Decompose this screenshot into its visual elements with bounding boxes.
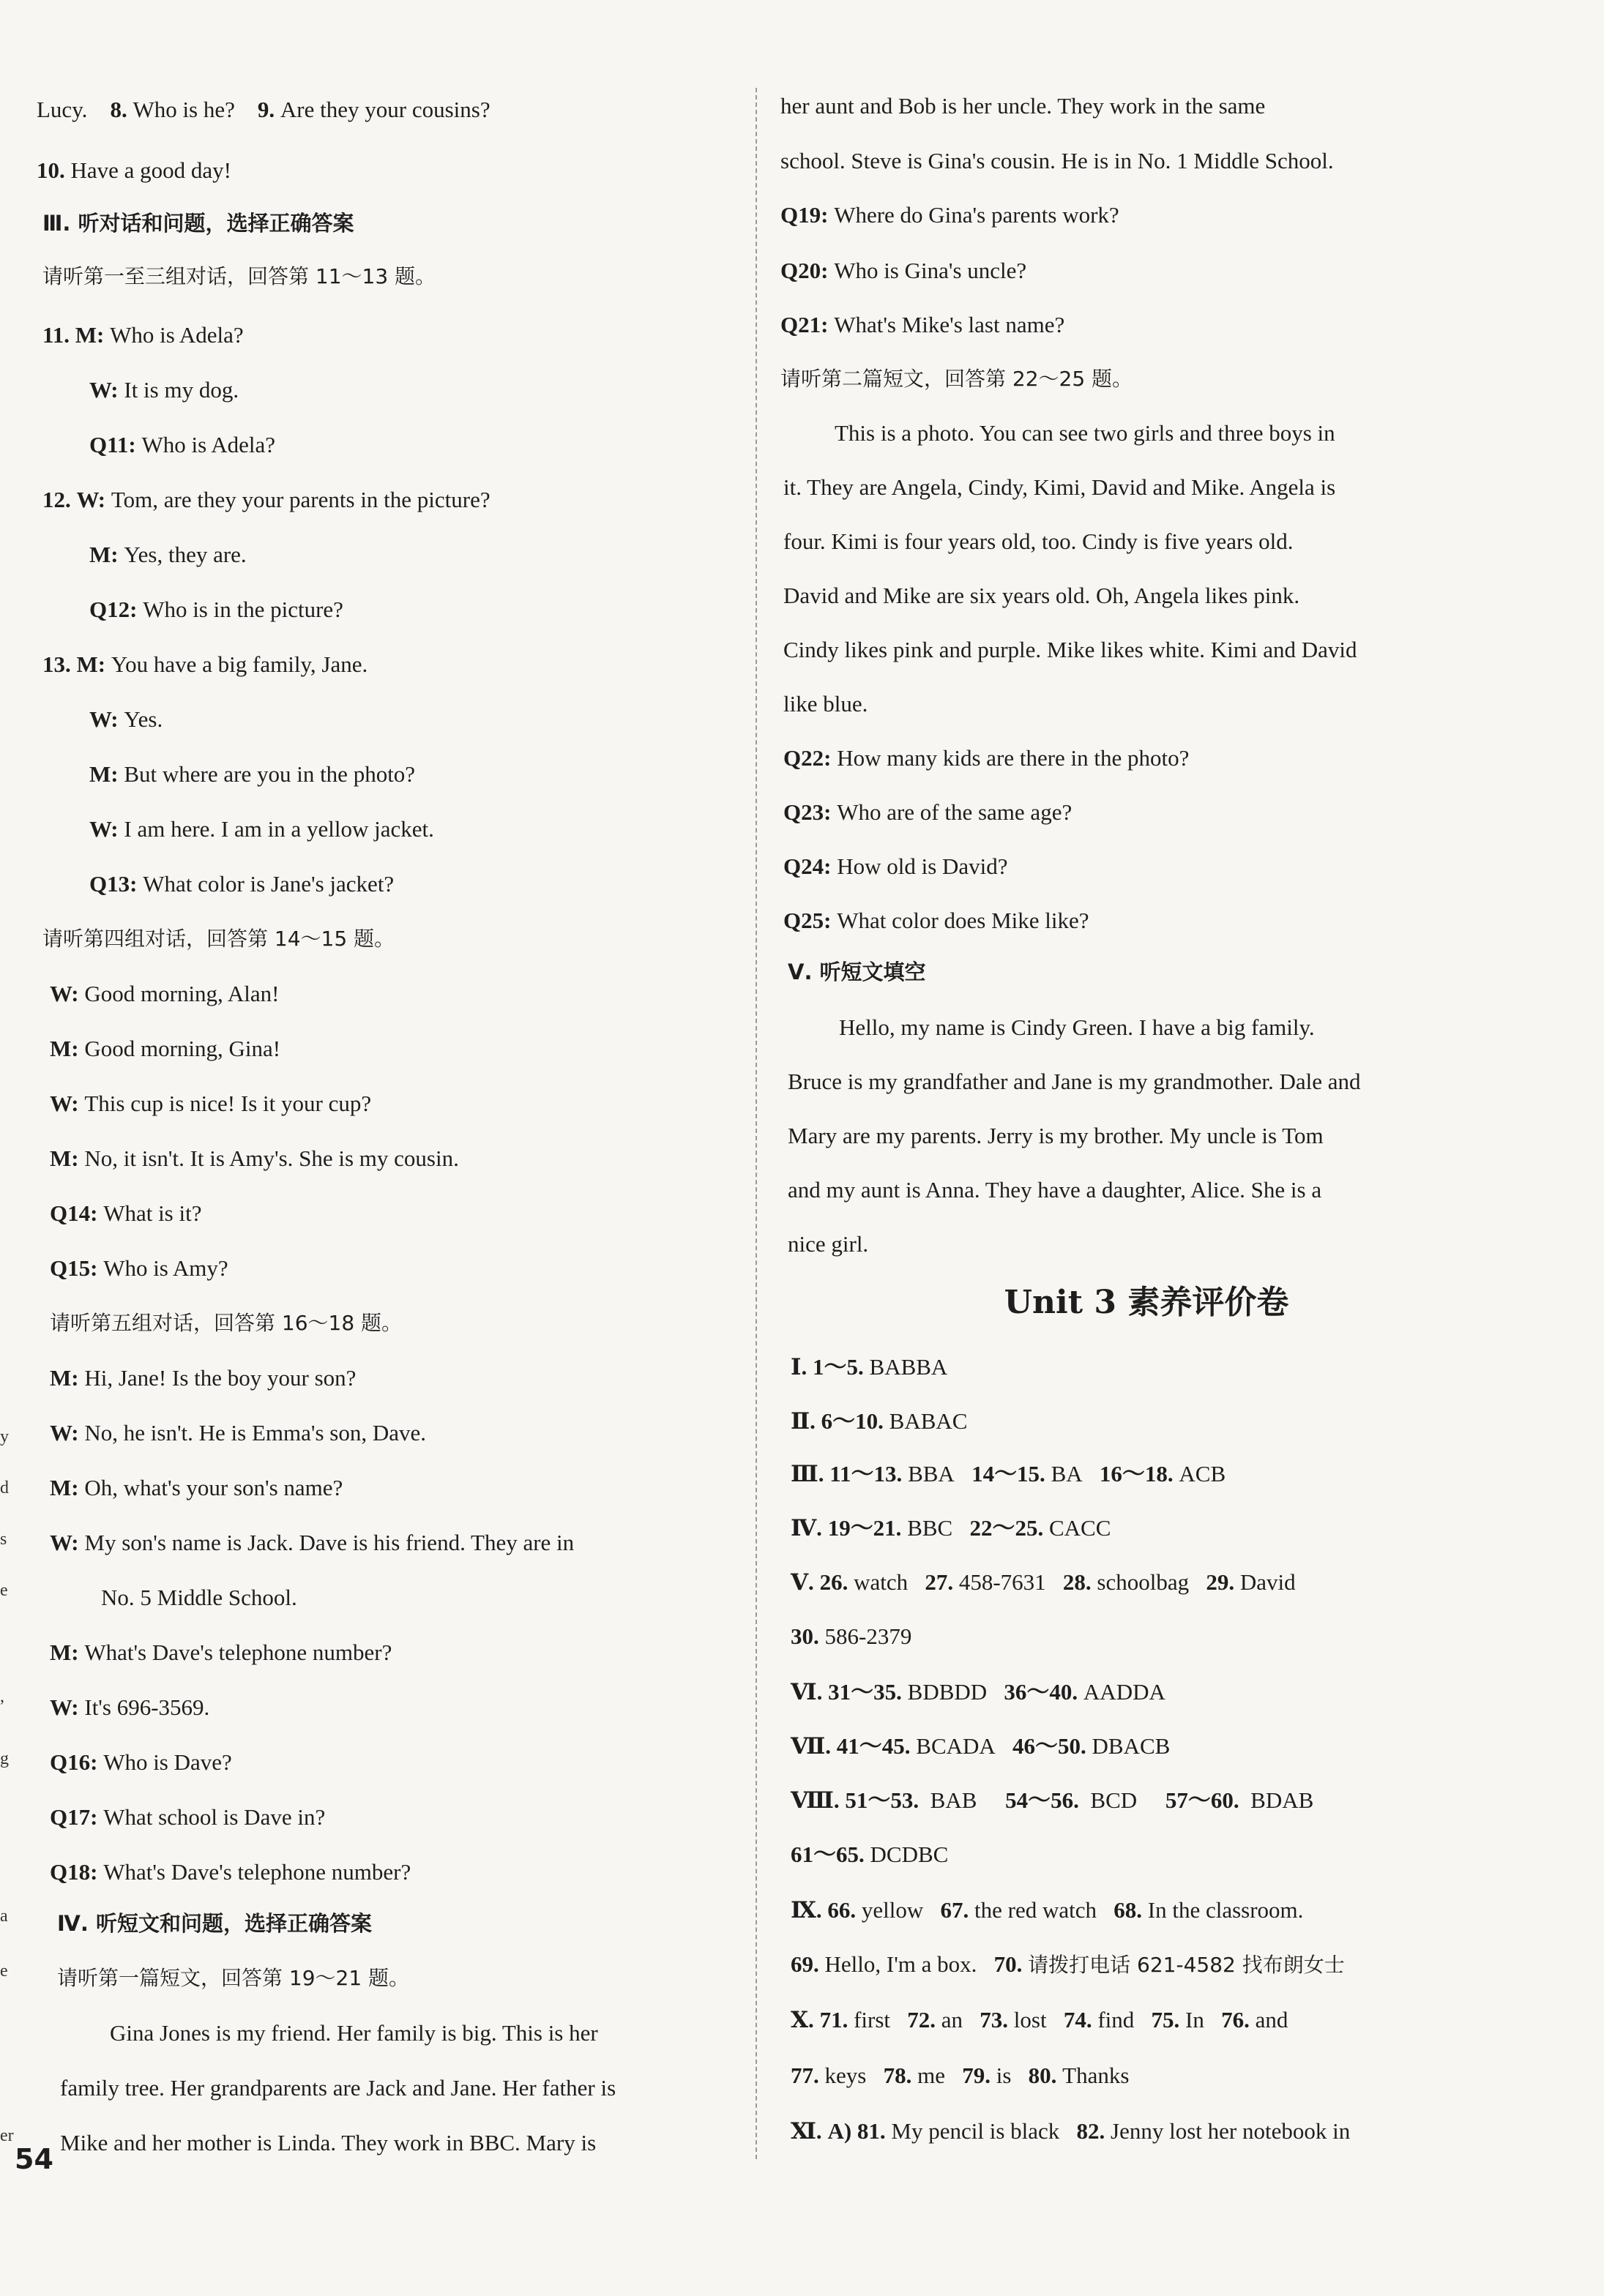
margin-fragment: d xyxy=(0,1478,9,1497)
instruction: 请听第四组对话，回答第 14～15 题。 xyxy=(42,927,395,951)
answer-key-line: 77. keys 78. me 79. is 80. Thanks xyxy=(791,2063,1130,2088)
question-line: Q23: Who are of the same age? xyxy=(783,799,1073,825)
dialogue-line: W: Yes. xyxy=(89,706,163,732)
section-heading: Ⅴ. 听短文填空 xyxy=(788,960,926,984)
answer-key-line: Ⅶ. 41～45. BCADA 46～50. DBACB xyxy=(791,1733,1171,1759)
margin-fragment: e xyxy=(0,1962,8,1981)
passage-line: Mary are my parents. Jerry is my brother. My uncle is Tom xyxy=(788,1123,1324,1148)
dialogue-line: W: No, he isn't. He is Emma's son, Dave. xyxy=(50,1420,427,1446)
question-line: Q12: Who is in the picture? xyxy=(89,597,343,622)
margin-fragment: y xyxy=(0,1427,9,1446)
dialogue-line: 13. M: You have a big family, Jane. xyxy=(42,651,368,677)
passage-line: Gina Jones is my friend. Her family is big. This is her xyxy=(110,2020,598,2046)
passage-line: Hello, my name is Cindy Green. I have a big family. xyxy=(839,1014,1315,1040)
margin-fragment: , xyxy=(0,1687,4,1706)
dialogue-line: 12. W: Tom, are they your parents in the picture? xyxy=(42,487,490,512)
question-line: Q14: What is it? xyxy=(50,1200,202,1226)
passage-line: This is a photo. You can see two girls and three boys in xyxy=(835,420,1335,446)
question-line: Q19: Where do Gina's parents work? xyxy=(780,202,1119,228)
instruction: 请听第五组对话，回答第 16～18 题。 xyxy=(50,1311,403,1335)
answer-line: Lucy. 8. Who is he? 9. Are they your cousins? xyxy=(37,97,490,122)
section-heading: Ⅳ. 听短文和问题，选择正确答案 xyxy=(57,1911,372,1936)
passage-line: nice girl. xyxy=(788,1231,869,1257)
question-line: Q22: How many kids are there in the photo? xyxy=(783,745,1190,771)
passage-line: it. They are Angela, Cindy, Kimi, David and Mike. Angela is xyxy=(783,474,1336,500)
answer-key-line: Ⅹ. 71. first 72. an 73. lost 74. find 75. In 76. and xyxy=(791,2007,1288,2033)
question-line: Q18: What's Dave's telephone number? xyxy=(50,1859,411,1885)
instruction: 请听第一至三组对话，回答第 11～13 题。 xyxy=(42,264,436,288)
passage-line: David and Mike are six years old. Oh, Angela likes pink. xyxy=(783,583,1300,608)
passage-line: and my aunt is Anna. They have a daughter, Alice. She is a xyxy=(788,1177,1322,1203)
passage-line: school. Steve is Gina's cousin. He is in No. 1 Middle School. xyxy=(780,148,1334,173)
answer-key-line: Ⅵ. 31～35. BDBDD 36～40. AADDA xyxy=(791,1679,1165,1705)
dialogue-line: W: I am here. I am in a yellow jacket. xyxy=(89,816,434,842)
answer-key-line: Ⅴ. 26. watch 27. 458-7631 28. schoolbag 29. David xyxy=(791,1569,1296,1595)
unit-title: Unit 3 素养评价卷 xyxy=(1004,1284,1289,1321)
dialogue-line: M: What's Dave's telephone number? xyxy=(50,1639,392,1665)
question-line: Q21: What's Mike's last name? xyxy=(780,312,1065,337)
dialogue-line: M: Good morning, Gina! xyxy=(50,1036,281,1061)
question-line: Q17: What school is Dave in? xyxy=(50,1804,326,1830)
dialogue-line: M: Oh, what's your son's name? xyxy=(50,1475,343,1500)
answer-key-line: 30. 586-2379 xyxy=(791,1623,912,1649)
answer-key-line: 61～65. DCDBC xyxy=(791,1841,949,1867)
question-line: Q20: Who is Gina's uncle? xyxy=(780,258,1027,283)
question-line: Q13: What color is Jane's jacket? xyxy=(89,871,395,897)
column-divider xyxy=(756,88,757,2159)
answer-key-line: Ⅰ. 1～5. BABBA xyxy=(791,1354,948,1380)
section-heading: Ⅲ. 听对话和问题，选择正确答案 xyxy=(42,211,354,236)
passage-line: four. Kimi is four years old, too. Cindy is five years old. xyxy=(783,528,1294,554)
answer-key-line: Ⅷ. 51～53. BAB 54～56. BCD 57～60. BDAB xyxy=(791,1787,1314,1813)
dialogue-line: W: My son's name is Jack. Dave is his friend. They are in xyxy=(50,1530,575,1555)
question-line: Q25: What color does Mike like? xyxy=(783,908,1089,933)
passage-line: family tree. Her grandparents are Jack and Jane. Her father is xyxy=(60,2075,616,2101)
margin-fragment: a xyxy=(0,1907,8,1926)
answer-key-line: Ⅳ. 19～21. BBC 22～25. CACC xyxy=(791,1515,1111,1541)
margin-fragment: e xyxy=(0,1581,8,1600)
answer-line: 10. Have a good day! xyxy=(37,157,231,183)
dialogue-line: M: No, it isn't. It is Amy's. She is my cousin. xyxy=(50,1145,459,1171)
question-line: Q15: Who is Amy? xyxy=(50,1255,228,1281)
passage-line: her aunt and Bob is her uncle. They work in the same xyxy=(780,93,1266,119)
question-line: Q11: Who is Adela? xyxy=(89,432,275,457)
page-number: 54 xyxy=(15,2143,53,2175)
question-line: Q24: How old is David? xyxy=(783,853,1008,879)
answer-key-line: Ⅱ. 6～10. BABAC xyxy=(791,1408,968,1434)
passage-line: Mike and her mother is Linda. They work in BBC. Mary is xyxy=(60,2130,597,2155)
dialogue-line: W: It is my dog. xyxy=(89,377,239,403)
passage-line: Cindy likes pink and purple. Mike likes white. Kimi and David xyxy=(783,637,1357,662)
margin-fragment: er xyxy=(0,2126,14,2145)
passage-line: Bruce is my grandfather and Jane is my grandmother. Dale and xyxy=(788,1069,1361,1094)
dialogue-line: W: This cup is nice! Is it your cup? xyxy=(50,1091,372,1116)
dialogue-line: W: Good morning, Alan! xyxy=(50,981,280,1006)
question-line: Q16: Who is Dave? xyxy=(50,1749,232,1775)
dialogue-line: M: Hi, Jane! Is the boy your son? xyxy=(50,1365,357,1391)
dialogue-line: M: Yes, they are. xyxy=(89,542,247,567)
passage-line: like blue. xyxy=(783,691,868,717)
dialogue-line: W: It's 696-3569. xyxy=(50,1694,210,1720)
answer-key-line: Ⅸ. 66. yellow 67. the red watch 68. In the classroom. xyxy=(791,1897,1304,1923)
answer-key-line: Ⅺ. A) 81. My pencil is black 82. Jenny lost her notebook in xyxy=(791,2118,1351,2144)
dialogue-line: 11. M: Who is Adela? xyxy=(42,322,244,348)
dialogue-line: No. 5 Middle School. xyxy=(101,1585,297,1610)
instruction: 请听第二篇短文，回答第 22～25 题。 xyxy=(780,367,1133,391)
answer-key-line: Ⅲ. 11～13. BBA 14～15. BA 16～18. ACB xyxy=(791,1461,1226,1487)
margin-fragment: s xyxy=(0,1530,7,1549)
margin-fragment: g xyxy=(0,1749,9,1768)
dialogue-line: M: But where are you in the photo? xyxy=(89,761,416,787)
instruction: 请听第一篇短文，回答第 19～21 题。 xyxy=(57,1966,410,1990)
answer-key-line: 69. Hello, I'm a box. 70. 请拨打电话 621-4582 找布朗女士 xyxy=(791,1951,1345,1977)
